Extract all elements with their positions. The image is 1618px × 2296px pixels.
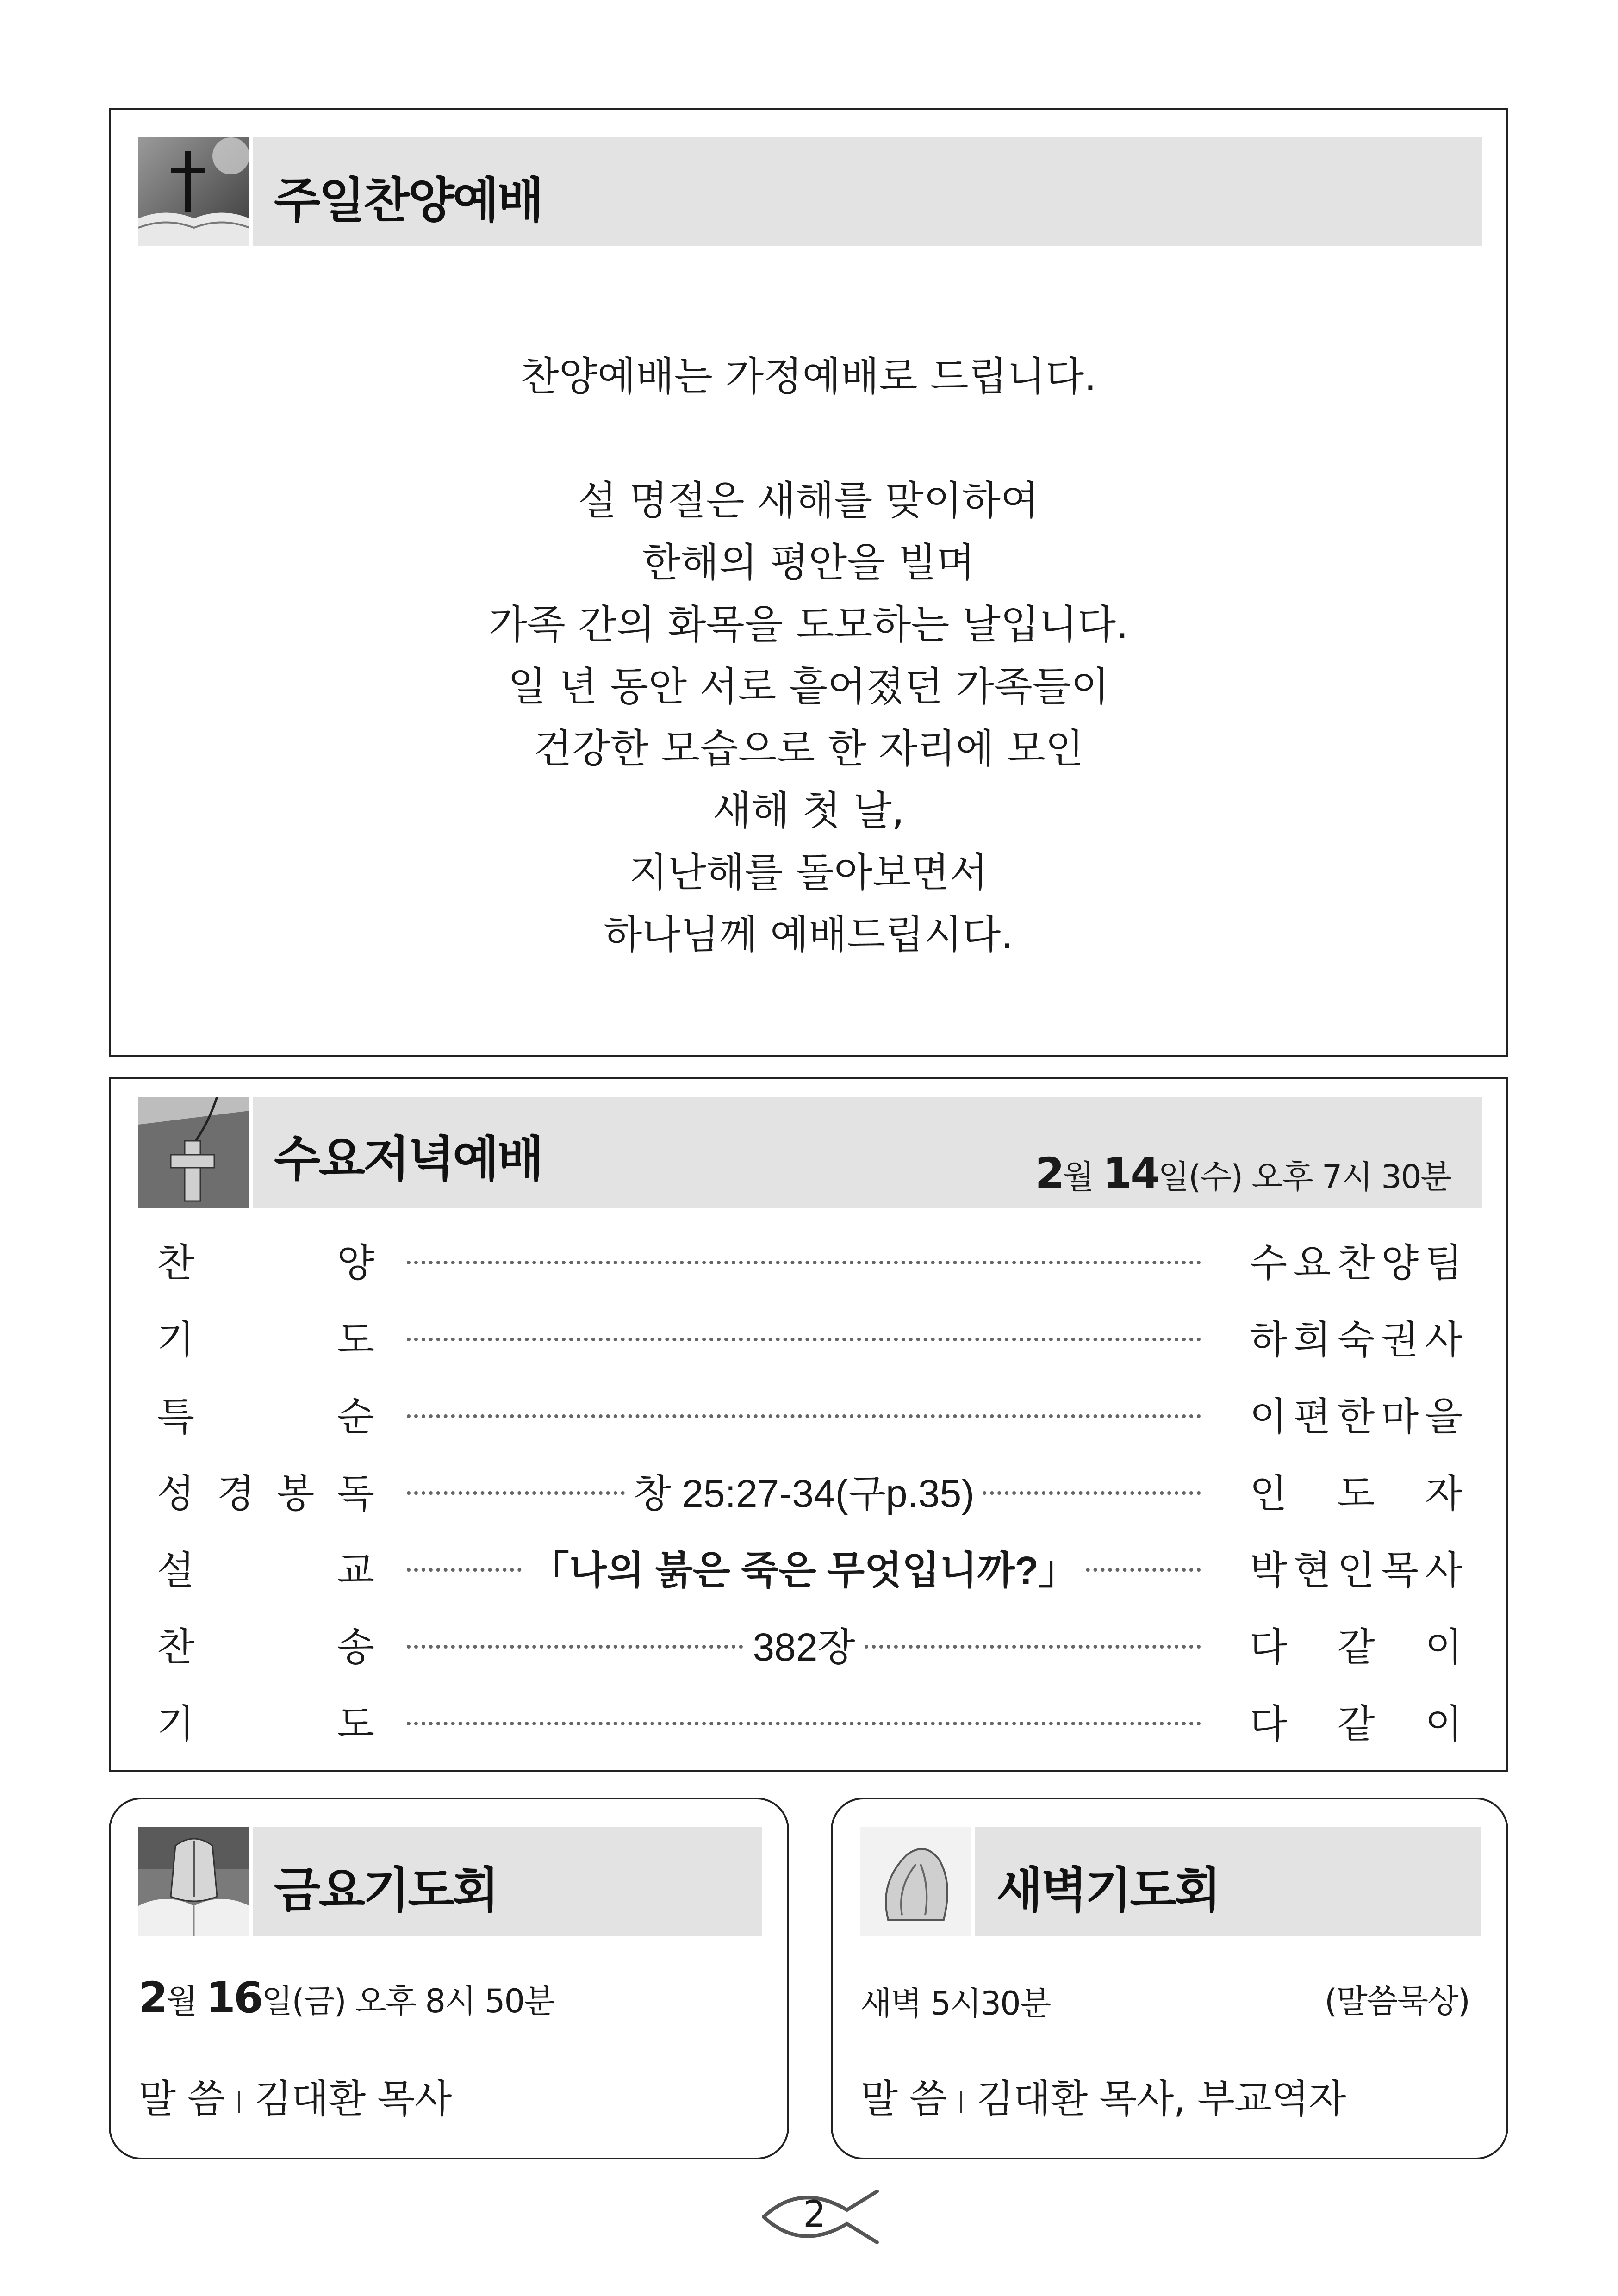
page-number: 2 xyxy=(803,2194,826,2235)
service-row xyxy=(111,1539,1506,1595)
row-person: 다 같 이 xyxy=(1250,1701,1462,1747)
speaker-label: 말 씀 xyxy=(138,2076,224,2122)
row-label: 특 순 xyxy=(157,1394,374,1439)
row-content xyxy=(402,1462,1206,1518)
dotted-leader xyxy=(407,1261,1201,1264)
notice-line: 지난해를 돌아보면서 xyxy=(629,850,988,896)
section-title: 새벽기도회 xyxy=(996,1862,1220,1918)
row-person: 박 현 인 목 사 xyxy=(1250,1548,1462,1593)
notice-line: 설 명절은 새해를 맞이하여 xyxy=(578,478,1039,524)
row-person: 수 요 찬 양 팀 xyxy=(1250,1240,1462,1286)
time-month-unit: 월 xyxy=(1063,1158,1093,1196)
time-day: 14 xyxy=(1102,1149,1158,1198)
notice-line: 한해의 평안을 빌며 xyxy=(642,540,975,586)
speaker-name: 김대환 목사 xyxy=(254,2076,452,2122)
row-person: 다 같 이 xyxy=(1250,1624,1462,1670)
divider xyxy=(960,2091,962,2113)
row-label: 기 도 xyxy=(157,1317,374,1363)
notice-line: 하나님께 예배드립시다. xyxy=(604,912,1014,958)
section-title: 금요기도회 xyxy=(274,1862,498,1918)
notice-line: 찬양예배는 가정예배로 드립니다. xyxy=(520,354,1097,400)
row-label: 성 경 봉 독 xyxy=(157,1471,374,1516)
row-content xyxy=(402,1539,1206,1595)
friday-prayer-section xyxy=(109,1798,789,2159)
service-row xyxy=(111,1232,1506,1288)
speaker-line xyxy=(860,2068,1345,2124)
wooden-cross-icon xyxy=(138,1097,249,1208)
service-row xyxy=(111,1462,1506,1518)
row-person: 이 편 한 마 을 xyxy=(1250,1394,1462,1439)
service-row xyxy=(111,1693,1506,1748)
service-note: (말씀묵상) xyxy=(1324,1982,1469,2020)
notice-line: 새해 첫 날, xyxy=(712,788,905,834)
speaker-name: 김대환 목사, 부교역자 xyxy=(976,2076,1346,2122)
time-rest: 일(수) 오후 7시 30분 xyxy=(1158,1158,1451,1196)
row-label: 기 도 xyxy=(157,1701,374,1747)
row-label: 설 교 xyxy=(157,1548,374,1593)
notice-line xyxy=(111,408,1506,470)
dotted-leader xyxy=(407,1722,1201,1725)
sermon-title: 「나의 붉은 죽은 무엇입니까?」 xyxy=(522,1549,1086,1592)
dotted-leader xyxy=(407,1414,1201,1418)
divider xyxy=(238,2091,240,2113)
praying-hands-icon xyxy=(860,1827,971,1936)
sunday-worship-section xyxy=(109,108,1508,1057)
cross-candle-bible-icon xyxy=(138,137,249,246)
wednesday-worship-section xyxy=(109,1077,1508,1772)
praying-hands-bible-icon xyxy=(138,1827,249,1936)
speaker-line xyxy=(138,2068,451,2124)
dawn-prayer-section xyxy=(831,1798,1508,2159)
service-row xyxy=(111,1309,1506,1364)
scripture-reference: 창 25:27-34(구p.35) xyxy=(625,1472,983,1515)
row-label: 찬 송 xyxy=(157,1624,374,1670)
time-rest: 일(금) 오후 8시 50분 xyxy=(261,1982,554,2020)
service-time xyxy=(138,1973,554,2022)
speaker-label: 말 씀 xyxy=(860,2076,946,2122)
service-row xyxy=(111,1386,1506,1441)
page-number-badge xyxy=(759,2184,884,2249)
row-content xyxy=(402,1616,1206,1672)
notice-line: 가족 간의 화목을 도모하는 날입니다. xyxy=(488,602,1129,648)
sunday-notice-text xyxy=(111,346,1506,966)
service-row xyxy=(111,1616,1506,1672)
notice-line: 일 년 동안 서로 흩어졌던 가족들이 xyxy=(508,664,1109,710)
time-month: 2 xyxy=(1035,1149,1063,1198)
row-person: 하 희 숙 권 사 xyxy=(1250,1317,1462,1363)
section-title: 수요저녁예배 xyxy=(274,1131,542,1187)
service-time xyxy=(1035,1149,1451,1198)
time-month-unit: 월 xyxy=(166,1982,197,2020)
row-person: 인 도 자 xyxy=(1250,1471,1462,1516)
notice-line: 건강한 모습으로 한 자리에 모인 xyxy=(533,726,1084,772)
service-time: 새벽 5시30분 xyxy=(860,1985,1051,2022)
hymn-number: 382장 xyxy=(744,1625,863,1669)
time-month: 2 xyxy=(138,1973,167,2022)
dotted-leader xyxy=(407,1338,1201,1341)
section-title: 주일찬양예배 xyxy=(274,172,542,229)
time-day: 16 xyxy=(205,1973,261,2022)
row-label: 찬 양 xyxy=(157,1240,374,1286)
